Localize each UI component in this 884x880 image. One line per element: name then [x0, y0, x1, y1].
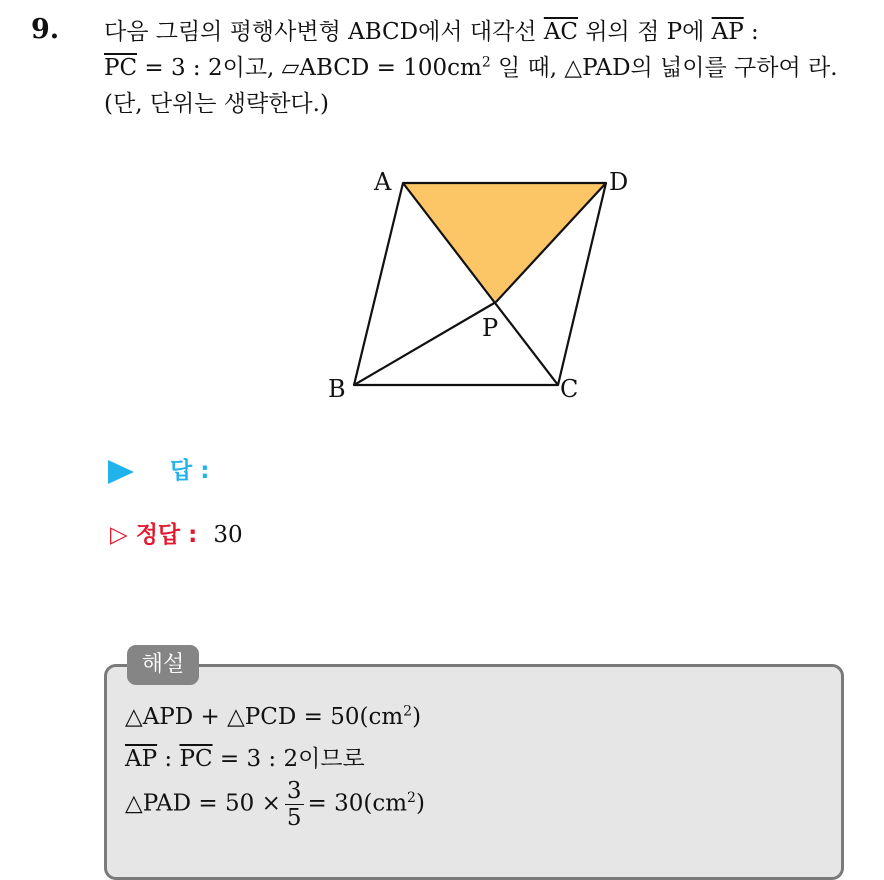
- problem-text-4: = 3 : 2이고, ▱ABCD = 100cm: [137, 55, 482, 81]
- solution-line-2: [125, 740, 365, 773]
- solution-line-2-sep: :: [157, 746, 180, 772]
- fraction-numerator: 3: [286, 778, 302, 804]
- solution-line-3-exponent: 2: [407, 789, 416, 806]
- area-unit-exponent: 2: [481, 54, 491, 71]
- solution-segment-pc: $\overline{PC}$: [179, 746, 213, 772]
- vertex-label-d: D: [609, 168, 629, 196]
- answer-row: [108, 452, 209, 485]
- solution-segment-ap: $\overline{AP}$: [125, 746, 158, 772]
- problem-text: [104, 14, 874, 122]
- solution-line-3-close: ): [415, 790, 425, 817]
- problem-text-2: 위의 점 P에: [578, 19, 712, 45]
- correct-answer-row: [110, 516, 243, 549]
- answer-label: 답 :: [170, 458, 210, 484]
- fraction-denominator: 5: [286, 805, 302, 831]
- solution-line-1-exponent: 2: [403, 703, 413, 720]
- solution-line-1-close: ): [412, 704, 422, 730]
- problem-text-5: 일 때, △PAD의 넓이를 구하여 라. (단, 단위는 생략한다.): [104, 55, 838, 117]
- solution-line-3: [125, 778, 425, 831]
- solution-line-3-text: △PAD = 50 ×: [125, 790, 281, 817]
- segment-pc: $\overline{PC}$: [104, 55, 138, 81]
- play-arrow-icon: [108, 460, 134, 484]
- solution-line-1-text: △APD + △PCD = 50(cm: [125, 704, 404, 730]
- problem-text-3: :: [743, 19, 759, 45]
- problem-number: 9.: [31, 14, 60, 45]
- vertex-label-c: C: [560, 375, 579, 403]
- solution-line-3-result: = 30(cm: [307, 790, 408, 817]
- parallelogram-figure: [320, 155, 660, 415]
- triangle-pad-shaded: [403, 183, 606, 302]
- fraction-three-fifths: [285, 778, 304, 831]
- point-label-p: P: [482, 314, 499, 342]
- solution-tag: 해설: [127, 645, 199, 685]
- correct-answer-label: ▷ 정답 :: [110, 522, 198, 548]
- segment-pb: [354, 302, 499, 385]
- segment-ap: $\overline{AP}$: [711, 19, 744, 45]
- correct-answer-value: 30: [213, 522, 243, 548]
- solution-line-2-text: = 3 : 2이므로: [212, 746, 365, 772]
- segment-ac: $\overline{AC}$: [543, 19, 579, 45]
- vertex-label-a: A: [374, 168, 392, 196]
- vertex-label-b: B: [328, 375, 346, 403]
- problem-text-1: 다음 그림의 평행사변형 ABCD에서 대각선: [104, 19, 544, 45]
- solution-line-1: [125, 704, 421, 730]
